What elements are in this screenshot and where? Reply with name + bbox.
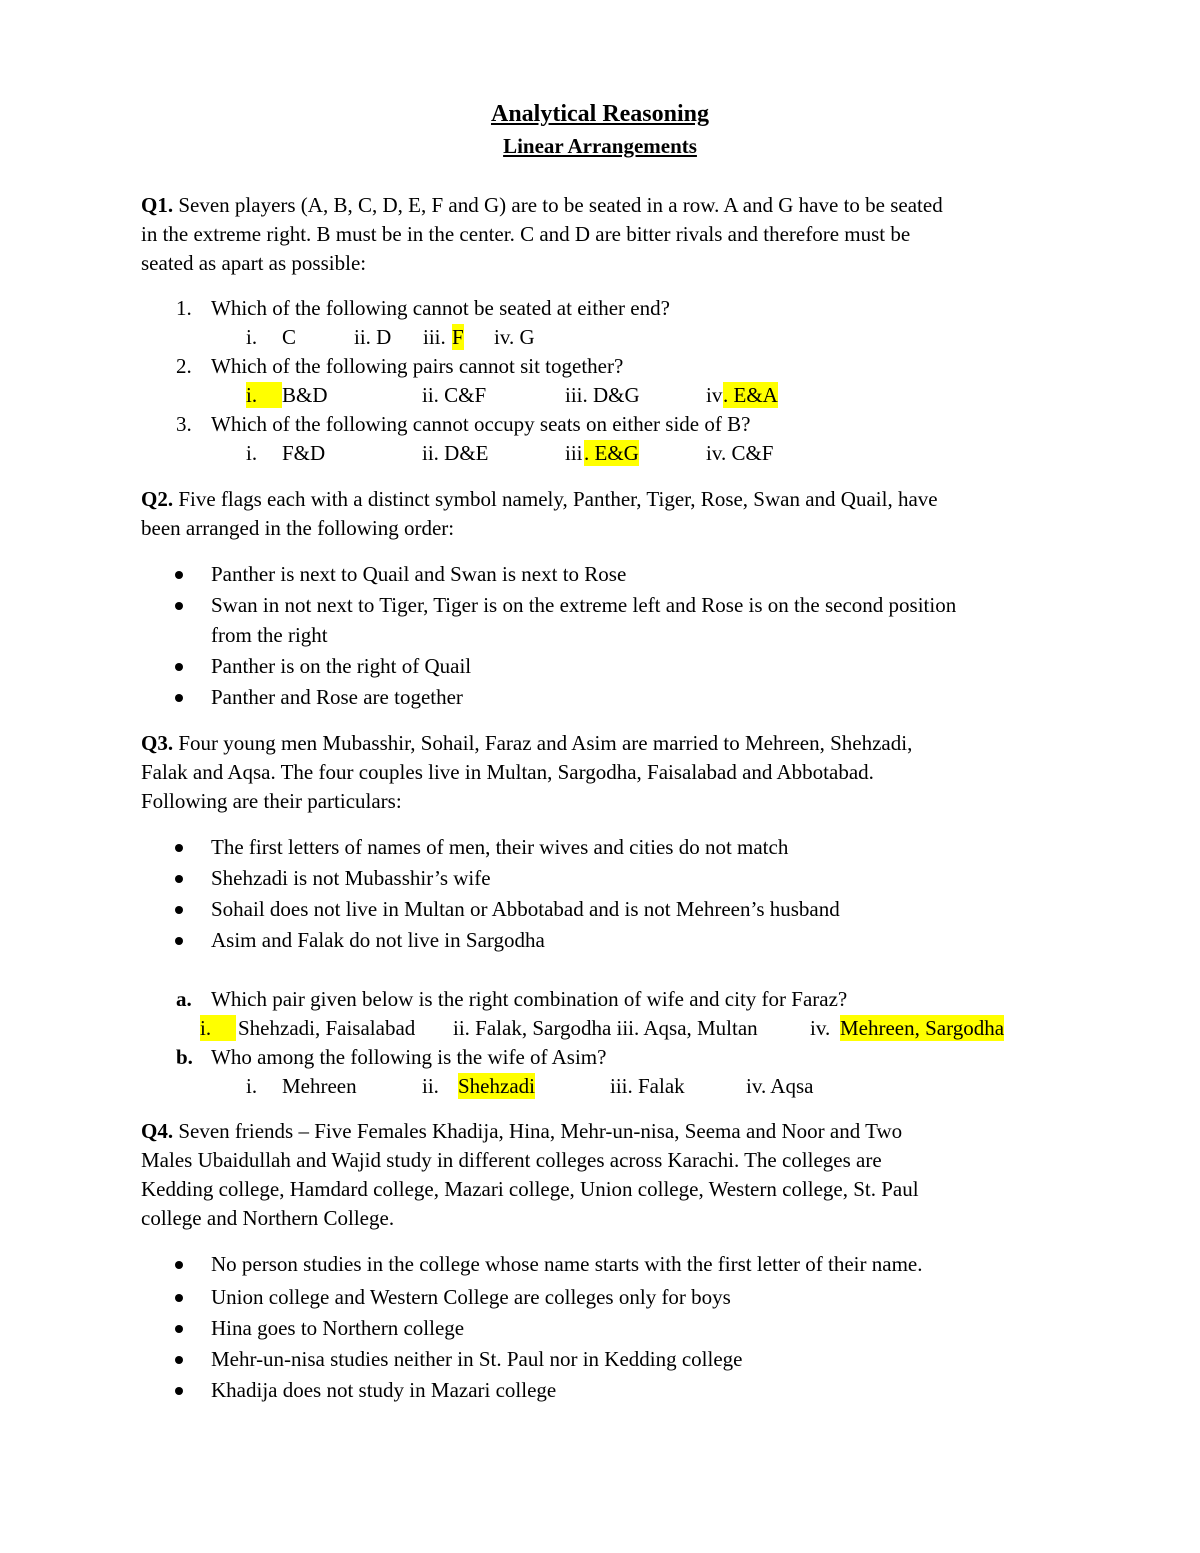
q1-q2-option-iv-answer: . E&A [723, 383, 778, 407]
q3-bullet-3: Sohail does not live in Multan or Abbotabad and is not Mehreen’s husband [211, 897, 840, 921]
q1-q2-option-ii: ii. C&F [422, 383, 487, 407]
q1-q2-option-iv: iv [706, 383, 723, 407]
q3-qb-option-ii-answer: Shehzadi [458, 1074, 535, 1098]
q1-q1-option-iv: iv. G [494, 325, 535, 349]
q1-q1-option-iii: iii. [423, 325, 446, 349]
q2-bullet-4: Panther and Rose are together [211, 685, 463, 709]
document-subtitle: Linear Arrangements [503, 134, 697, 158]
q1-intro-line-1: Q1. Seven players (A, B, C, D, E, F and G) are to be seated in a row. A and G have to be seated [141, 193, 943, 217]
q4-bullet-1: No person studies in the college whose name starts with the first letter of their name. [211, 1252, 923, 1276]
q1-q2-option-i-value: B&D [282, 383, 328, 407]
q1-q3-option-iv: iv. C&F [706, 441, 774, 465]
q3-qb-option-i: i. [246, 1074, 258, 1098]
q1-question-2-number: 2. [176, 354, 192, 378]
q4-bullet-4: Mehr-un-nisa studies neither in St. Paul nor in Kedding college [211, 1347, 743, 1371]
q4-bullet-5: Khadija does not study in Mazari college [211, 1378, 557, 1402]
q3-question-a-label: a. [176, 987, 192, 1011]
q1-q1-option-i-value: C [282, 325, 297, 349]
q4-intro-line-2: Males Ubaidullah and Wajid study in different colleges across Karachi. The colleges are [141, 1148, 882, 1172]
bullet-icon [175, 875, 183, 883]
q1-q1-option-i: i. [246, 325, 258, 349]
bullet-icon [175, 1294, 183, 1302]
q3-qa-option-i: i. [200, 1015, 236, 1041]
q4-label: Q4. [141, 1119, 174, 1143]
q3-question-b-label: b. [176, 1045, 193, 1069]
q3-qb-option-i-value: Mehreen [282, 1074, 357, 1098]
bullet-icon [175, 602, 183, 610]
q2-bullet-2-cont: from the right [211, 623, 328, 647]
q2-intro-line-1: Q2. Five flags each with a distinct symbol namely, Panther, Tiger, Rose, Swan and Quail, have [141, 487, 938, 511]
q1-q1-option-iii-answer: F [452, 325, 464, 349]
bullet-icon [175, 1325, 183, 1333]
q3-intro-line-2: Falak and Aqsa. The four couples live in Multan, Sargodha, Faisalabad and Abbotabad. [141, 760, 874, 784]
q3-qa-option-i-value: Shehzadi, Faisalabad [238, 1016, 416, 1040]
bullet-icon [175, 571, 183, 579]
q2-bullet-2: Swan in not next to Tiger, Tiger is on the extreme left and Rose is on the second position [211, 593, 957, 617]
q1-q1-option-ii: ii. D [354, 325, 392, 349]
q3-qa-options-ii-iii: ii. Falak, Sargodha iii. Aqsa, Multan [453, 1016, 758, 1040]
q1-question-1-number: 1. [176, 296, 192, 320]
q3-qb-option-ii: ii. [422, 1074, 439, 1098]
q1-intro-line-3: seated as apart as possible: [141, 251, 367, 275]
q3-intro-line-3: Following are their particulars: [141, 789, 402, 813]
q3-qa-option-iv: iv. [810, 1016, 831, 1040]
q1-label: Q1. [141, 193, 174, 217]
q3-intro-line-1: Q3. Four young men Mubasshir, Sohail, Faraz and Asim are married to Mehreen, Shehzadi, [141, 731, 913, 755]
q2-bullet-1: Panther is next to Quail and Swan is next to Rose [211, 562, 627, 586]
q1-question-3-number: 3. [176, 412, 192, 436]
q1-q2-option-iii: iii. D&G [565, 383, 640, 407]
q3-label: Q3. [141, 731, 174, 755]
bullet-icon [175, 844, 183, 852]
q1-q3-option-iii-answer: . E&G [584, 441, 639, 465]
bullet-icon [175, 906, 183, 914]
bullet-icon [175, 1261, 183, 1269]
q1-question-3-text: Which of the following cannot occupy seats on either side of B? [211, 412, 751, 436]
q1-q3-option-ii: ii. D&E [422, 441, 489, 465]
bullet-icon [175, 937, 183, 945]
q4-intro-line-3: Kedding college, Hamdard college, Mazari college, Union college, Western college, St. Paul [141, 1177, 919, 1201]
q1-q3-option-iii: iii [565, 441, 583, 465]
q4-bullet-3: Hina goes to Northern college [211, 1316, 465, 1340]
q3-qb-option-iv: iv. Aqsa [746, 1074, 814, 1098]
q3-question-a-text: Which pair given below is the right combination of wife and city for Faraz? [211, 987, 848, 1011]
bullet-icon [175, 1387, 183, 1395]
q3-qa-option-iv-answer: Mehreen, Sargodha [840, 1016, 1005, 1040]
q1-q3-option-i: i. [246, 441, 258, 465]
document-title: Analytical Reasoning [490, 101, 709, 127]
q2-intro-line-2: been arranged in the following order: [141, 516, 455, 540]
q4-intro-line-4: college and Northern College. [141, 1206, 395, 1230]
q3-qb-option-iii: iii. Falak [610, 1074, 685, 1098]
q3-bullet-1: The first letters of names of men, their wives and cities do not match [211, 835, 789, 859]
q4-intro-line-1: Q4. Seven friends – Five Females Khadija, Hina, Mehr-un-nisa, Seema and Noor and Two [141, 1119, 903, 1143]
bullet-icon [175, 1356, 183, 1364]
q2-label: Q2. [141, 487, 174, 511]
bullet-icon [175, 694, 183, 702]
q1-q2-option-i: i. [246, 382, 282, 408]
q4-bullet-2: Union college and Western College are colleges only for boys [211, 1285, 731, 1309]
q3-bullet-4: Asim and Falak do not live in Sargodha [211, 928, 545, 952]
q1-question-2-text: Which of the following pairs cannot sit together? [211, 354, 624, 378]
q2-bullet-3: Panther is on the right of Quail [211, 654, 472, 678]
q1-q3-option-i-value: F&D [282, 441, 326, 465]
bullet-icon [175, 663, 183, 671]
q3-bullet-2: Shehzadi is not Mubasshir’s wife [211, 866, 491, 890]
q3-question-b-text: Who among the following is the wife of Asim? [211, 1045, 607, 1069]
q1-intro-line-2: in the extreme right. B must be in the center. C and D are bitter rivals and therefore must be [141, 222, 911, 246]
q1-question-1-text: Which of the following cannot be seated at either end? [211, 296, 670, 320]
